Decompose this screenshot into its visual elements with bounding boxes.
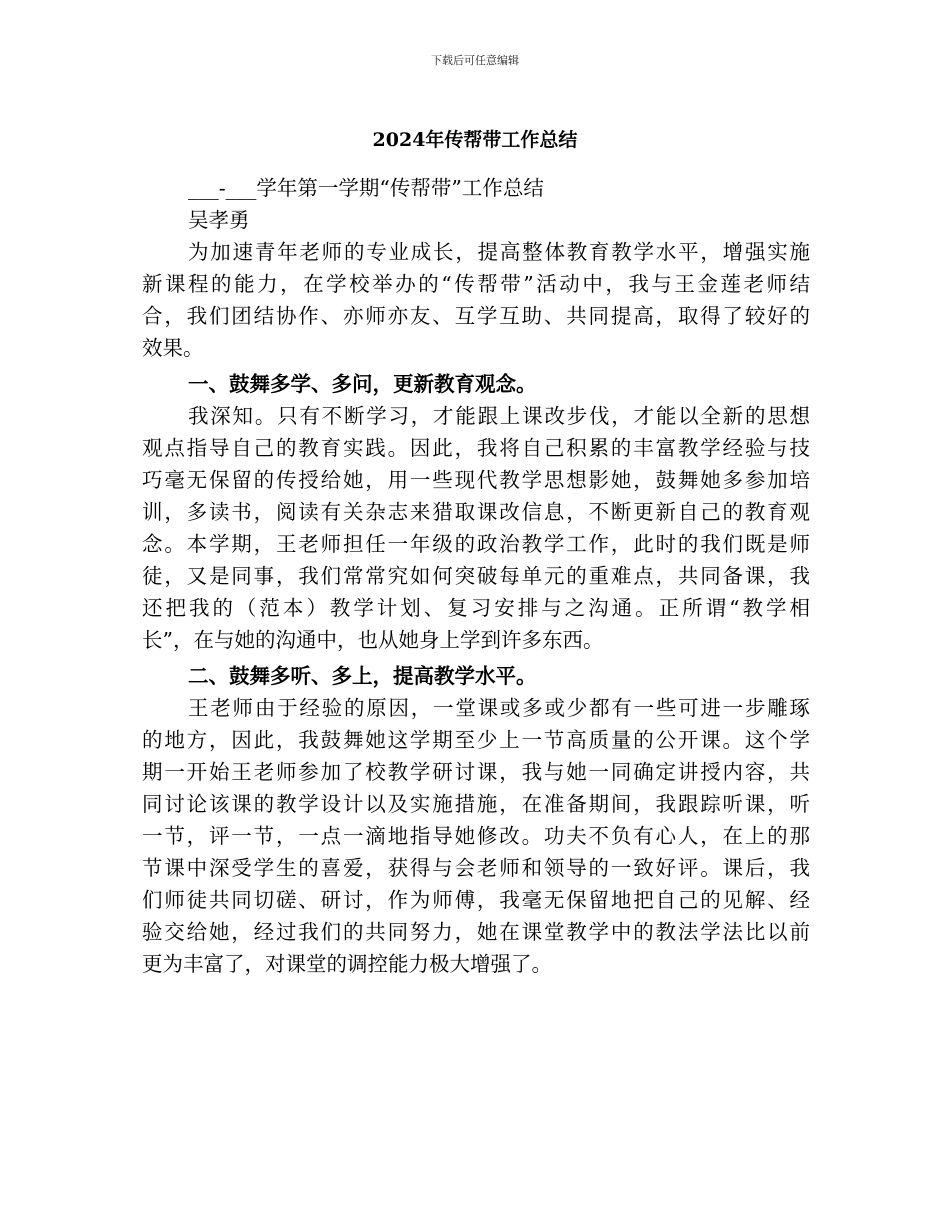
intro-line: 为加速青年老师的专业成长，提高整体教育教学水平，增强实施 bbox=[188, 240, 810, 264]
section-1-line: 念。本学期，王老师担任一年级的政治教学工作，此时的我们既是师 bbox=[142, 532, 810, 556]
section-2-line: 们师徒共同切磋、研讨，作为师傅，我毫无保留地把自己的见解、经 bbox=[142, 888, 810, 912]
section-1-line: 长”，在与她的沟通中，也从她身上学到许多东西。 bbox=[142, 628, 604, 652]
subtitle-line: ___-___学年第一学期“传帮带”工作总结 bbox=[188, 176, 544, 200]
section-1-line: 徒，又是同事，我们常常究如何突破每单元的重难点，共同备课，我 bbox=[142, 564, 810, 588]
section-1-line: 训，多读书，阅读有关杂志来猎取课改信息，不断更新自己的教育观 bbox=[142, 500, 810, 524]
section-2-line: 的地方，因此，我鼓舞她这学期至少上一节高质量的公开课。这个学 bbox=[142, 728, 810, 752]
author-line: 吴孝勇 bbox=[188, 208, 250, 232]
section-2-heading: 二、鼓舞多听、多上，提高教学水平。 bbox=[188, 664, 537, 688]
section-2-line: 王老师由于经验的原因，一堂课或多或少都有一些可进一步雕琢 bbox=[188, 696, 810, 720]
section-1-line: 巧毫无保留的传授给她，用一些现代教学思想影她，鼓舞她多参加培 bbox=[142, 468, 810, 492]
section-2-line: 同讨论该课的教学设计以及实施措施，在准备期间，我跟踪听课，听 bbox=[142, 792, 810, 816]
section-1-line: 观点指导自己的教育实践。因此，我将自己积累的丰富教学经验与技 bbox=[142, 436, 810, 460]
document-body bbox=[142, 172, 810, 980]
intro-line: 合，我们团结协作、亦师亦友、互学互助、共同提高，取得了较好的 bbox=[142, 304, 810, 328]
section-1-heading: 一、鼓舞多学、多问，更新教育观念。 bbox=[188, 372, 537, 396]
page-header-note: 下载后可任意编辑 bbox=[431, 54, 519, 67]
section-2-line: 验交给她，经过我们的共同努力，她在课堂教学中的教法学法比以前 bbox=[142, 920, 810, 944]
section-2-line: 期一开始王老师参加了校教学研讨课，我与她一同确定讲授内容，共 bbox=[142, 760, 810, 784]
intro-line: 效果。 bbox=[142, 336, 204, 360]
section-2-line: 一节，评一节，一点一滴地指导她修改。功夫不负有心人，在上的那 bbox=[142, 824, 810, 848]
intro-line: 新课程的能力，在学校举办的“传帮带”活动中，我与王金莲老师结 bbox=[142, 272, 810, 296]
document-title: 2024年传帮带工作总结 bbox=[372, 129, 578, 151]
section-1-line: 还把我的（范本）教学计划、复习安排与之沟通。正所谓“教学相 bbox=[142, 596, 810, 620]
section-2-line: 更为丰富了，对课堂的调控能力极大增强了。 bbox=[142, 952, 552, 976]
section-1-line: 我深知。只有不断学习，才能跟上课改步伐，才能以全新的思想 bbox=[188, 404, 810, 428]
section-2-line: 节课中深受学生的喜爱，获得与会老师和领导的一致好评。课后，我 bbox=[142, 856, 810, 880]
